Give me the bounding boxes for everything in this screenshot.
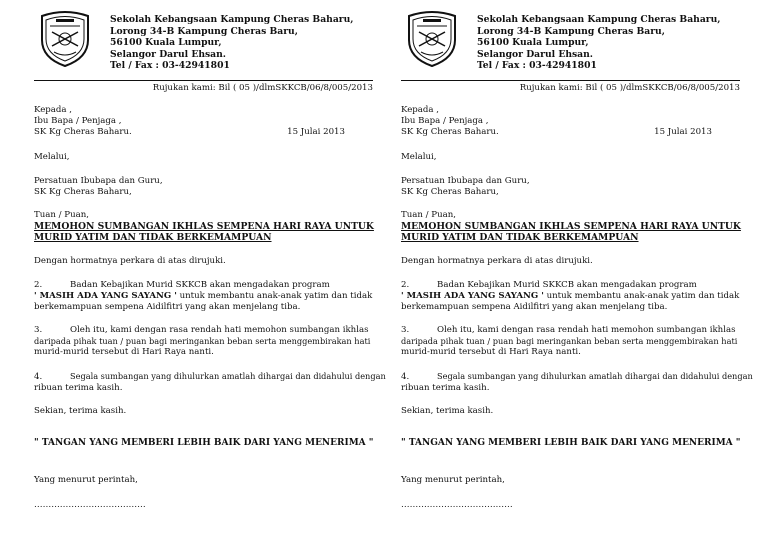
p3-line-2: daripada pihak tuan / puan bagi meringankan beban serta menggembirakan hati (401, 336, 738, 346)
address-line-3: Selangor Darul Ehsan. (110, 48, 227, 60)
school-header (477, 14, 721, 72)
to-label: Kepada , (401, 105, 439, 115)
phone-fax: Tel / Fax : 03-42941801 (110, 60, 230, 71)
p2-line-3: berkemampuan sempena Aidilfitri yang akan menjelang tiba. (401, 302, 668, 312)
address-line-2: 56100 Kuala Lumpur, (110, 37, 222, 48)
p4-line-2: ribuan terima kasih. (401, 383, 490, 393)
p3-line-3: murid-murid tersebut di Hari Raya nanti. (34, 347, 214, 357)
p4-number: 4. (34, 372, 43, 382)
p2-number: 2. (401, 280, 410, 290)
reference-number: Rujukan kami: Bil ( 05 )/dlmSKKCB/06/8/005/2013 (152, 83, 373, 93)
school-crest-logo (401, 6, 463, 68)
subject-block (401, 210, 740, 243)
through-block (34, 176, 373, 198)
header-divider (34, 80, 373, 81)
p4-number: 4. (401, 372, 410, 382)
through-line-1: Persatuan Ibubapa dan Guru, (401, 176, 530, 186)
motto-block (34, 438, 373, 449)
closing: Sekian, terima kasih. (34, 406, 127, 416)
motto-block (401, 438, 740, 449)
address-line-1: Lorong 34-B Kampung Cheras Baru, (110, 25, 298, 37)
p3-line-2: daripada pihak tuan / puan bagi meringankan beban serta menggembirakan hati (34, 336, 371, 346)
to-line-1: Ibu Bapa / Penjaga , (34, 116, 122, 126)
p4-line-1: Segala sumbangan yang dihulurkan amatlah dihargai dan didahului dengan (437, 371, 753, 381)
subject-line-1: MEMOHON SUMBANGAN IKHLAS SEMPENA HARI RAYA UNTUK (34, 221, 374, 232)
signature-line: ………………………………… (401, 500, 513, 510)
paragraph-2 (401, 280, 740, 313)
p2-line-3: berkemampuan sempena Aidilfitri yang akan menjelang tiba. (34, 302, 301, 312)
p3-line-1: Oleh itu, kami dengan rasa rendah hati memohon sumbangan ikhlas (70, 325, 369, 335)
paragraph-4 (401, 371, 753, 394)
letter-date: 15 Julai 2013 (654, 127, 712, 137)
reference-number: Rujukan kami: Bil ( 05 )/dlmSKKCB/06/8/005/2013 (519, 83, 740, 93)
letter-right (395, 0, 753, 543)
subject-line-1: MEMOHON SUMBANGAN IKHLAS SEMPENA HARI RAYA UNTUK (401, 221, 741, 232)
school-name: Sekolah Kebangsaan Kampung Cheras Baharu, (110, 14, 354, 25)
address-line-3: Selangor Darul Ehsan. (477, 48, 594, 60)
yours-faithfully: Yang menurut perintah, (401, 475, 505, 485)
paragraph-4 (34, 371, 386, 394)
closing: Sekian, terima kasih. (401, 406, 494, 416)
signature-line: ………………………………… (34, 500, 146, 510)
motto: " TANGAN YANG MEMBERI LEBIH BAIK DARI YANG MENERIMA " (401, 438, 741, 448)
recipient-block (401, 105, 740, 138)
through-line-2: SK Kg Cheras Baharu, (34, 187, 132, 197)
p2-line-2: untuk membantu anak-anak yatim dan tidak (176, 291, 373, 301)
to-line-1: Ibu Bapa / Penjaga , (401, 116, 489, 126)
intro-paragraph: Dengan hormatnya perkara di atas dirujuki. (401, 256, 593, 266)
to-line-2: SK Kg Cheras Baharu. (34, 127, 132, 137)
subject-line-2: MURID YATIM DAN TIDAK BERKEMAMPUAN (34, 232, 272, 243)
address-line-1: Lorong 34-B Kampung Cheras Baru, (477, 25, 665, 37)
intro-paragraph: Dengan hormatnya perkara di atas dirujuki. (34, 256, 226, 266)
through-line-1: Persatuan Ibubapa dan Guru, (34, 176, 163, 186)
salutation: Tuan / Puan, (34, 210, 89, 220)
paragraph-3 (401, 325, 740, 358)
subject-line-2: MURID YATIM DAN TIDAK BERKEMAMPUAN (401, 232, 639, 243)
p4-line-1: Segala sumbangan yang dihulurkan amatlah dihargai dan didahului dengan (70, 371, 386, 381)
header-divider (401, 80, 740, 81)
p3-line-1: Oleh itu, kami dengan rasa rendah hati memohon sumbangan ikhlas (437, 325, 736, 335)
through-line-2: SK Kg Cheras Baharu, (401, 187, 499, 197)
paragraph-2 (34, 280, 373, 313)
school-header (110, 14, 354, 72)
p3-line-3: murid-murid tersebut di Hari Raya nanti. (401, 347, 581, 357)
p3-number: 3. (34, 325, 43, 335)
yours-faithfully: Yang menurut perintah, (34, 475, 138, 485)
p2-number: 2. (34, 280, 43, 290)
letter-left (28, 0, 386, 543)
recipient-block (34, 105, 373, 138)
salutation: Tuan / Puan, (401, 210, 456, 220)
p3-number: 3. (401, 325, 410, 335)
letter-date: 15 Julai 2013 (287, 127, 345, 137)
through-block (401, 176, 740, 198)
school-name: Sekolah Kebangsaan Kampung Cheras Baharu, (477, 14, 721, 25)
p2-line-1: Badan Kebajikan Murid SKKCB akan mengadakan program (70, 280, 330, 290)
through-label: Melalui, (34, 152, 70, 162)
address-line-2: 56100 Kuala Lumpur, (477, 37, 589, 48)
paragraph-3 (34, 325, 373, 358)
through-label: Melalui, (401, 152, 437, 162)
program-name: ' MASIH ADA YANG SAYANG ' (34, 291, 177, 301)
school-crest-logo (34, 6, 96, 68)
to-label: Kepada , (34, 105, 72, 115)
subject-block (34, 210, 373, 243)
p2-line-1: Badan Kebajikan Murid SKKCB akan mengadakan program (437, 280, 697, 290)
to-line-2: SK Kg Cheras Baharu. (401, 127, 499, 137)
motto: " TANGAN YANG MEMBERI LEBIH BAIK DARI YANG MENERIMA " (34, 438, 374, 448)
program-name: ' MASIH ADA YANG SAYANG ' (401, 291, 544, 301)
p2-line-2: untuk membantu anak-anak yatim dan tidak (543, 291, 740, 301)
phone-fax: Tel / Fax : 03-42941801 (477, 60, 597, 71)
p4-line-2: ribuan terima kasih. (34, 383, 123, 393)
